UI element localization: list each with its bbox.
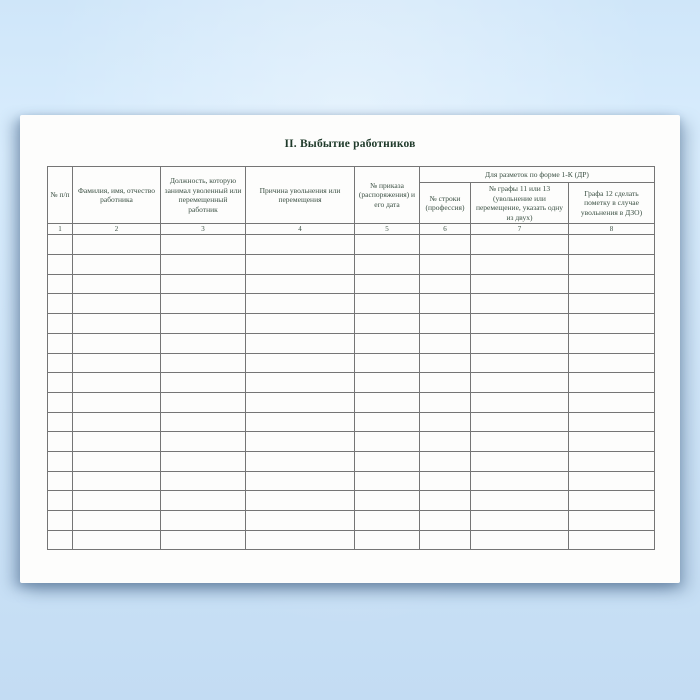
empty-cell xyxy=(48,373,73,393)
table-row xyxy=(48,333,655,353)
empty-cell xyxy=(569,451,655,471)
empty-cell xyxy=(246,432,355,452)
empty-cell xyxy=(420,373,471,393)
empty-cell xyxy=(569,373,655,393)
empty-cell xyxy=(569,255,655,275)
empty-cell xyxy=(246,392,355,412)
empty-cell xyxy=(569,333,655,353)
table-row xyxy=(48,274,655,294)
empty-cell xyxy=(420,511,471,531)
section-title: II. Выбытие работников xyxy=(284,138,416,150)
table-row xyxy=(48,412,655,432)
table-row xyxy=(48,255,655,275)
column-number-cell: 3 xyxy=(161,224,246,235)
column-number-cell: 1 xyxy=(48,224,73,235)
empty-cell xyxy=(161,255,246,275)
empty-cell xyxy=(48,511,73,531)
empty-cell xyxy=(48,432,73,452)
table-row xyxy=(48,471,655,491)
empty-cell xyxy=(246,451,355,471)
empty-cell xyxy=(48,353,73,373)
empty-cell xyxy=(420,274,471,294)
column-header-grafa-12: Графа 12 сделать пометку в случае увольнения в ДЗО) xyxy=(569,183,655,224)
empty-cell xyxy=(161,392,246,412)
empty-cell xyxy=(569,491,655,511)
empty-cell xyxy=(355,412,420,432)
empty-cell xyxy=(355,274,420,294)
empty-cell xyxy=(246,235,355,255)
empty-cell xyxy=(471,294,569,314)
empty-cell xyxy=(471,255,569,275)
empty-cell xyxy=(569,511,655,531)
empty-cell xyxy=(569,432,655,452)
empty-cell xyxy=(48,255,73,275)
empty-cell xyxy=(246,373,355,393)
empty-cell xyxy=(246,294,355,314)
empty-cell xyxy=(355,432,420,452)
empty-cell xyxy=(569,471,655,491)
empty-cell xyxy=(355,511,420,531)
empty-cell xyxy=(48,392,73,412)
empty-cell xyxy=(420,235,471,255)
empty-cell xyxy=(471,491,569,511)
empty-cell xyxy=(355,333,420,353)
group-header-form-1k: Для разметок по форме 1-К (ДР) xyxy=(420,167,655,183)
empty-cell xyxy=(73,432,161,452)
table-row xyxy=(48,392,655,412)
empty-cell xyxy=(161,530,246,550)
empty-cell xyxy=(73,471,161,491)
empty-cell xyxy=(355,353,420,373)
empty-cell xyxy=(246,511,355,531)
employee-departure-table xyxy=(47,166,655,550)
empty-cell xyxy=(161,471,246,491)
empty-cell xyxy=(355,451,420,471)
empty-cell xyxy=(73,294,161,314)
empty-cell xyxy=(246,333,355,353)
empty-cell xyxy=(246,314,355,334)
empty-cell xyxy=(73,235,161,255)
table-row xyxy=(48,432,655,452)
empty-cell xyxy=(73,412,161,432)
table-row xyxy=(48,451,655,471)
empty-cell xyxy=(355,373,420,393)
column-header-order: № приказа (распоряжения) и его дата xyxy=(355,167,420,224)
table-row xyxy=(48,530,655,550)
empty-cell xyxy=(355,491,420,511)
empty-cell xyxy=(161,373,246,393)
empty-cell xyxy=(161,511,246,531)
table-row xyxy=(48,373,655,393)
column-header-line-number: № строки (профессия) xyxy=(420,183,471,224)
empty-cell xyxy=(420,333,471,353)
empty-cell xyxy=(420,314,471,334)
empty-cell xyxy=(471,235,569,255)
empty-cell xyxy=(420,412,471,432)
empty-cell xyxy=(161,314,246,334)
empty-cell xyxy=(471,333,569,353)
empty-cell xyxy=(569,235,655,255)
empty-cell xyxy=(48,471,73,491)
empty-cell xyxy=(420,255,471,275)
empty-cell xyxy=(73,314,161,334)
empty-cell xyxy=(48,314,73,334)
empty-cell xyxy=(569,274,655,294)
empty-cell xyxy=(48,530,73,550)
column-header-grafa-11-13: № графы 11 или 13 (увольнение или перемещение, указать одну из двух) xyxy=(471,183,569,224)
empty-cell xyxy=(420,491,471,511)
empty-cell xyxy=(569,412,655,432)
empty-cell xyxy=(355,294,420,314)
empty-cell xyxy=(420,294,471,314)
column-header-reason: Причина увольнения или перемещения xyxy=(246,167,355,224)
column-header-fio: Фамилия, имя, отчество работника xyxy=(73,167,161,224)
empty-cell xyxy=(569,294,655,314)
empty-cell xyxy=(73,451,161,471)
table-row xyxy=(48,235,655,255)
empty-cell xyxy=(246,353,355,373)
empty-cell xyxy=(471,353,569,373)
empty-cell xyxy=(161,491,246,511)
empty-cell xyxy=(569,314,655,334)
table-row xyxy=(48,511,655,531)
column-header-position: Должность, которую занимал уволенный или перемещенный работник xyxy=(161,167,246,224)
empty-cell xyxy=(471,530,569,550)
empty-cell xyxy=(355,255,420,275)
table-row xyxy=(48,491,655,511)
column-header-npp: № п/п xyxy=(48,167,73,224)
column-number-cell: 7 xyxy=(471,224,569,235)
empty-cell xyxy=(420,432,471,452)
empty-cell xyxy=(161,235,246,255)
empty-cell xyxy=(161,274,246,294)
empty-cell xyxy=(355,235,420,255)
empty-cell xyxy=(73,333,161,353)
empty-cell xyxy=(161,412,246,432)
empty-cell xyxy=(471,471,569,491)
empty-cell xyxy=(48,274,73,294)
table-row xyxy=(48,294,655,314)
empty-cell xyxy=(48,412,73,432)
empty-cell xyxy=(246,471,355,491)
empty-cell xyxy=(569,392,655,412)
column-number-cell: 5 xyxy=(355,224,420,235)
empty-cell xyxy=(73,511,161,531)
empty-cell xyxy=(48,235,73,255)
empty-cell xyxy=(246,255,355,275)
empty-cell xyxy=(48,451,73,471)
empty-cell xyxy=(161,451,246,471)
empty-cell xyxy=(420,451,471,471)
empty-cell xyxy=(73,392,161,412)
empty-cell xyxy=(246,412,355,432)
empty-cell xyxy=(420,530,471,550)
empty-cell xyxy=(73,353,161,373)
empty-cell xyxy=(48,491,73,511)
empty-cell xyxy=(420,353,471,373)
empty-cell xyxy=(73,255,161,275)
empty-cell xyxy=(471,412,569,432)
empty-cell xyxy=(569,530,655,550)
empty-cell xyxy=(73,491,161,511)
empty-cell xyxy=(73,274,161,294)
empty-cell xyxy=(355,471,420,491)
empty-cell xyxy=(246,530,355,550)
empty-cell xyxy=(471,511,569,531)
column-number-cell: 6 xyxy=(420,224,471,235)
empty-cell xyxy=(471,373,569,393)
empty-cell xyxy=(471,432,569,452)
table-row xyxy=(48,314,655,334)
empty-cell xyxy=(246,491,355,511)
column-number-cell: 8 xyxy=(569,224,655,235)
empty-cell xyxy=(161,294,246,314)
table-row xyxy=(48,353,655,373)
empty-cell xyxy=(48,294,73,314)
empty-cell xyxy=(355,314,420,334)
empty-cell xyxy=(569,353,655,373)
empty-cell xyxy=(471,314,569,334)
empty-cell xyxy=(48,333,73,353)
empty-cell xyxy=(471,451,569,471)
empty-cell xyxy=(73,373,161,393)
document-page xyxy=(20,115,680,583)
column-number-cell: 4 xyxy=(246,224,355,235)
header-row-1 xyxy=(48,167,655,183)
empty-cell xyxy=(471,274,569,294)
empty-cell xyxy=(73,530,161,550)
empty-cell xyxy=(246,274,355,294)
empty-cell xyxy=(161,353,246,373)
column-number-cell: 2 xyxy=(73,224,161,235)
empty-cell xyxy=(161,333,246,353)
column-number-row xyxy=(48,224,655,235)
empty-cell xyxy=(420,392,471,412)
empty-cell xyxy=(471,392,569,412)
blank-rows-body xyxy=(48,235,655,550)
empty-cell xyxy=(420,471,471,491)
empty-cell xyxy=(161,432,246,452)
empty-cell xyxy=(355,530,420,550)
empty-cell xyxy=(355,392,420,412)
